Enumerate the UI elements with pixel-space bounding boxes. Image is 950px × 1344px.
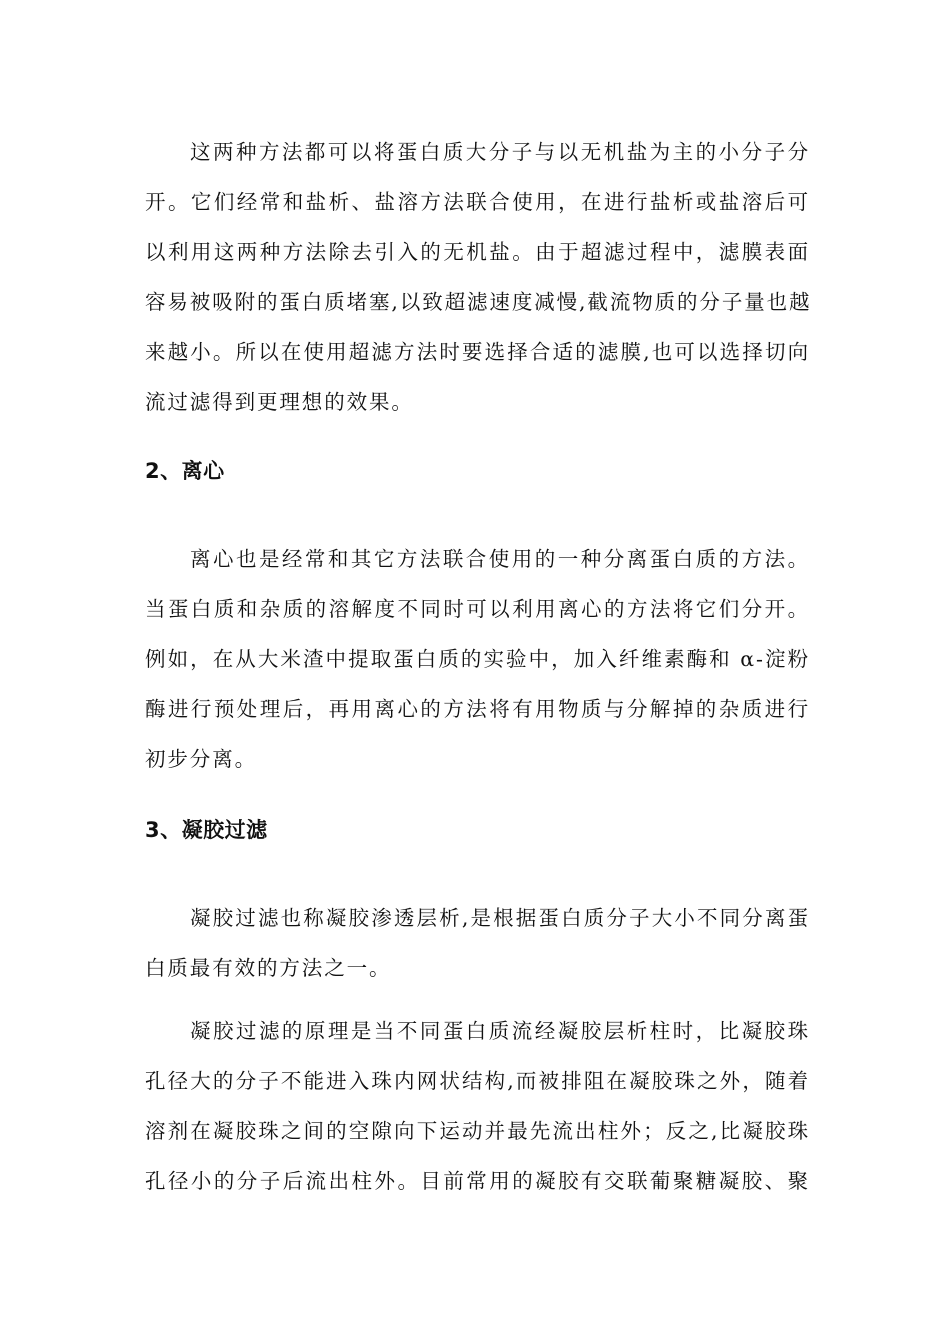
paragraph-1-line-3: 以利用这两种方法除去引入的无机盐。由于超滤过程中，滤膜表面 — [145, 240, 810, 264]
paragraph-2-line-2: 当蛋白质和杂质的溶解度不同时可以利用离心的方法将它们分开。 — [145, 597, 810, 621]
paragraph-2-line-4: 酶进行预处理后，再用离心的方法将有用物质与分解掉的杂质进行 — [145, 697, 810, 721]
paragraph-2-line-5: 初步分离。 — [145, 747, 257, 771]
paragraph-4-line-1: 凝胶过滤的原理是当不同蛋白质流经凝胶层析柱时，比凝胶珠 — [190, 1019, 810, 1043]
paragraph-3-line-1: 凝胶过滤也称凝胶渗透层析,是根据蛋白质分子大小不同分离蛋 — [190, 906, 810, 930]
paragraph-2-line-3: 例如，在从大米渣中提取蛋白质的实验中，加入纤维素酶和 α-淀粉 — [145, 647, 810, 671]
paragraph-1-line-2: 开。它们经常和盐析、盐溶方法联合使用，在进行盐析或盐溶后可 — [145, 190, 810, 214]
section-heading-centrifugation: 2、离心 — [145, 459, 225, 483]
paragraph-4-line-3: 溶剂在凝胶珠之间的空隙向下运动并最先流出柱外；反之,比凝胶珠 — [145, 1119, 810, 1143]
paragraph-1-line-5: 来越小。所以在使用超滤方法时要选择合适的滤膜,也可以选择切向 — [145, 340, 810, 364]
paragraph-4-line-2: 孔径大的分子不能进入珠内网状结构,而被排阻在凝胶珠之外，随着 — [145, 1069, 810, 1093]
paragraph-1-line-1: 这两种方法都可以将蛋白质大分子与以无机盐为主的小分子分 — [190, 140, 810, 164]
paragraph-4-line-4: 孔径小的分子后流出柱外。目前常用的凝胶有交联葡聚糖凝胶、聚 — [145, 1169, 810, 1193]
paragraph-3-line-2: 白质最有效的方法之一。 — [145, 956, 392, 980]
section-heading-gel-filtration: 3、凝胶过滤 — [145, 818, 268, 842]
paragraph-2-line-1: 离心也是经常和其它方法联合使用的一种分离蛋白质的方法。 — [190, 547, 810, 571]
paragraph-1-line-6: 流过滤得到更理想的效果。 — [145, 390, 414, 414]
paragraph-1-line-4: 容易被吸附的蛋白质堵塞,以致超滤速度减慢,截流物质的分子量也越 — [145, 290, 812, 314]
